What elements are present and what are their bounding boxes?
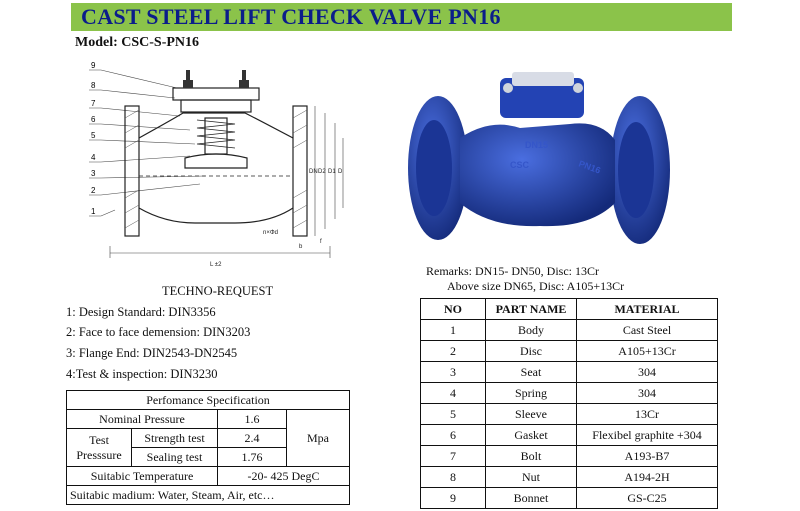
valve-photo (400, 58, 680, 256)
part-material: A193-B7 (577, 446, 718, 467)
medium-row: Suitabic madium: Water, Steam, Air, etc… (67, 486, 350, 505)
part-no: 3 (421, 362, 486, 383)
temperature-label: Suitabic Temperature (67, 467, 218, 486)
callout-5: 5 (91, 131, 96, 140)
part-no: 9 (421, 488, 486, 509)
dim-dn: DN (309, 169, 318, 175)
part-no: 4 (421, 383, 486, 404)
table-row (421, 320, 718, 341)
table-row (421, 404, 718, 425)
spec-title: Perfomance Specification (67, 391, 350, 410)
dim-b: b (299, 244, 303, 250)
strength-test-value: 2.4 (218, 429, 287, 448)
right-flange-face (618, 122, 654, 218)
header-no: NO (421, 299, 486, 320)
part-name: Seat (486, 362, 577, 383)
temperature-value: -20- 425 DegC (218, 467, 350, 486)
part-material: 304 (577, 362, 718, 383)
techno-item: 4:Test & inspection: DIN3230 (66, 367, 218, 381)
techno-item: 1: Design Standard: DIN3356 (66, 305, 216, 319)
part-no: 8 (421, 467, 486, 488)
dim-length: L ±2 (210, 262, 222, 268)
part-name: Bolt (486, 446, 577, 467)
callout-7: 7 (91, 99, 96, 108)
remarks-line-2: Above size DN65, Disc: A105+13Cr (447, 279, 625, 293)
page-title: CAST STEEL LIFT CHECK VALVE PN16 (81, 4, 501, 29)
part-name: Gasket (486, 425, 577, 446)
part-material: 13Cr (577, 404, 718, 425)
part-name: Nut (486, 467, 577, 488)
model-label: Model: CSC-S-PN16 (75, 35, 200, 50)
part-material: Flexibel graphite +304 (577, 425, 718, 446)
part-no: 2 (421, 341, 486, 362)
table-row (421, 488, 718, 509)
techno-item: 3: Flange End: DIN2543-DN2545 (66, 346, 238, 360)
header-material: MATERIAL (577, 299, 718, 320)
valve-body-outline (125, 88, 307, 236)
performance-spec-table (66, 390, 350, 505)
callout-1: 1 (91, 207, 96, 216)
parts-table (420, 298, 718, 509)
part-name: Body (486, 320, 577, 341)
nominal-pressure-label: Nominal Pressure (67, 410, 218, 429)
sealing-test-value: 1.76 (218, 448, 287, 467)
valve-body (460, 123, 615, 226)
dim-bolt-holes: n×Φd (263, 230, 278, 236)
callout-3: 3 (91, 169, 96, 178)
part-name: Bonnet (486, 488, 577, 509)
dim-d2: D2 (318, 169, 326, 175)
dim-d1: D1 (328, 169, 336, 175)
table-row (421, 383, 718, 404)
test-pressure-label: Test Presssure (67, 429, 132, 467)
leader-lines (89, 70, 205, 216)
photo-text-dn: DN15 (525, 140, 549, 150)
part-material: A105+13Cr (577, 341, 718, 362)
title-banner (71, 3, 732, 31)
part-no: 1 (421, 320, 486, 341)
photo-text-brand: CSC (510, 160, 530, 170)
part-name: Sleeve (486, 404, 577, 425)
table-row (421, 425, 718, 446)
table-row (421, 362, 718, 383)
strength-test-label: Strength test (132, 429, 218, 448)
spring (197, 120, 235, 148)
part-no: 7 (421, 446, 486, 467)
part-material: Cast Steel (577, 320, 718, 341)
sealing-test-label: Sealing test (132, 448, 218, 467)
table-row (421, 467, 718, 488)
dim-d: D (338, 169, 343, 175)
dim-f: f (320, 239, 322, 245)
header-part-name: PART NAME (486, 299, 577, 320)
callout-4: 4 (91, 153, 96, 162)
table-row (421, 341, 718, 362)
part-name: Spring (486, 383, 577, 404)
part-name: Disc (486, 341, 577, 362)
callout-6: 6 (91, 115, 96, 124)
left-flange-face (416, 120, 452, 216)
techno-request-title: TECHNO-REQUEST (162, 284, 274, 298)
pressure-unit: Mpa (287, 410, 350, 467)
bolts (183, 70, 249, 88)
remarks-line-1: Remarks: DN15- DN50, Disc: 13Cr (426, 264, 599, 278)
bonnet-top (512, 72, 574, 86)
techno-item: 2: Face to face demension: DIN3203 (66, 325, 251, 339)
part-no: 6 (421, 425, 486, 446)
valve-section-drawing (85, 58, 350, 278)
callout-8: 8 (91, 81, 96, 90)
callout-numbers (91, 61, 96, 216)
part-material: 304 (577, 383, 718, 404)
nominal-pressure-value: 1.6 (218, 410, 287, 429)
callout-2: 2 (91, 186, 96, 195)
callout-9: 9 (91, 61, 96, 70)
part-material: GS-C25 (577, 488, 718, 509)
photo-text-pn: PN16 (577, 158, 602, 176)
part-no: 5 (421, 404, 486, 425)
table-row (421, 446, 718, 467)
part-material: A194-2H (577, 467, 718, 488)
